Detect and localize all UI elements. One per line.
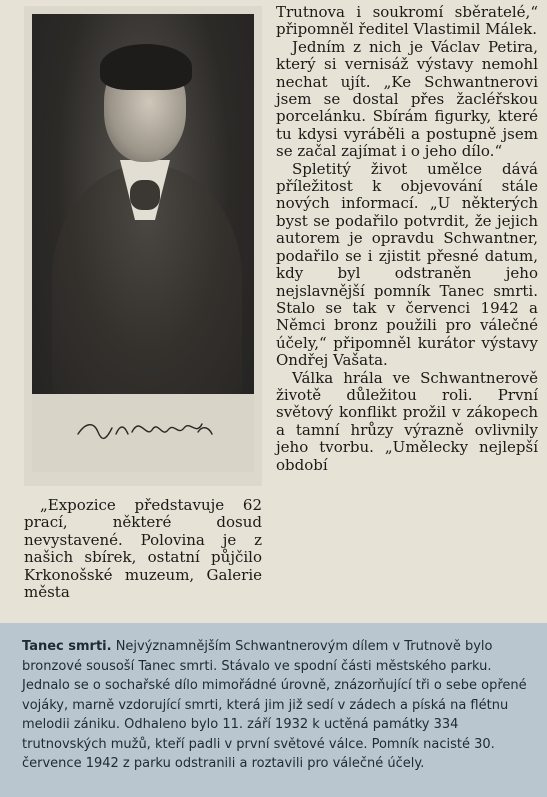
sidebar-box-heading: Tanec smrti. — [22, 639, 112, 654]
paragraph: „Expozice představuje 62 prací, některé dosud nevystavené. Polovina je z našich sbírek, ostatní půjčilo Krkonošské muzeum, Galerie města — [24, 496, 262, 602]
portrait-photo — [32, 14, 254, 472]
signature-graphic — [76, 414, 226, 444]
sidebar-box — [0, 623, 547, 797]
article-right-column — [276, 4, 538, 474]
sidebar-box-text — [22, 637, 527, 774]
portrait-photo-frame — [24, 6, 262, 486]
paragraph: Jedním z nich je Václav Petira, který si vernisáž výstavy nemohl nechat ujít. „Ke Schwantnerovi jsem se dostal přes žacléřskou porcelánku. Sbírám figurky, které tu kdysi vyráběli a postupně jsem se začal zajímat i o jeho dílo.“ — [276, 37, 538, 161]
sidebar-box-body: Nejvýznamnějším Schwantnerovým dílem v Trutnově bylo bronzové sousoší Tanec smrti. Stávalo ve spodní části městského parku. Jednalo se o sochařské dílo mimořádné úrovně, znázorňující tři o sebe opřené vojáky, marně vzdorující smrti, která jim již sedí v zádech a píská na flétnu melodii zániku. Odhaleno bylo 11. září 1932 k uctěná památky 334 trutnovských mužů, kteří padli v první světové válce. Pomník nacisté 30. července 1942 z parku odstranili a roztavili pro válečné účely. — [22, 639, 527, 771]
paragraph: Válka hrála ve Schwantnerově životě důležitou roli. První světový konflikt prožil v zákopech a tamní hrůzy výrazně ovlivnily jeho tvorbu. „Umělecky nejlepší období — [276, 368, 538, 474]
article-left-column — [24, 497, 262, 601]
paragraph: Trutnova i soukromí sběratelé,“ připomněl ředitel Vlastimil Málek. — [276, 3, 538, 39]
paragraph: Spletitý život umělce dává příležitost k objevování stále nových informací. „U některých byst se podařilo potvrdit, že jejich autorem je opravdu Schwantner, podařilo se i zjistit přesné datum, kdy byl odstraněn jeho nejslavnější pomník Tanec smrti. Stalo se tak v červenci 1942 a Němci bronz použili pro válečné účely,“ připomněl kurátor výstavy Ondřej Vašata. — [276, 159, 538, 370]
